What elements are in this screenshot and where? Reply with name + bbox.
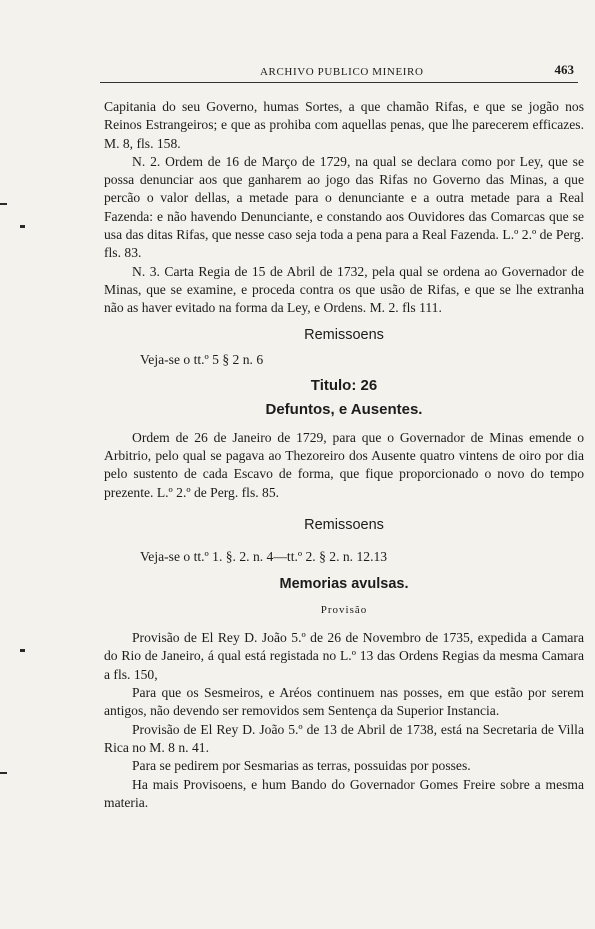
paragraph: Capitania do seu Governo, humas Sortes, a que chamão Rifas, e que se jogão nos Reinos Estrangeiros; e que as prohiba com aquellas penas, que lhe parecerem efficazes. M. 8, fls. 158. [104,99,584,151]
margin-mark [20,225,25,228]
paragraph: Ordem de 26 de Janeiro de 1729, para que o Governador de Minas emende o Arbitrio, pelo qual se pagava ao Thezoreiro dos Ausente quatro vintens de oiro por dia pelo sustento de cada Escavo de forma, que fique proporcionado o novo do tempo prezente. L.º 2.º de Perg. fls. 85. [104,429,584,500]
page-number: 463 [554,62,574,77]
paragraph: Provisão de El Rey D. João 5.º de 13 de Abril de 1738, está na Secretaria de Villa Rica no M. 8 n. 41. [104,721,584,755]
paragraph: Para se pedirem por Sesmarias as terras, possuidas por posses. [132,758,471,774]
paragraph: Provisão de El Rey D. João 5.º de 26 de Novembro de 1735, expedida a Camara do Rio de Janeiro, á qual está registada no L.º 13 das Ordens Regias da mesma Camara a fls. 150, [104,630,584,682]
header-rule [100,82,578,83]
titulo-heading: Titulo: 26 [310,377,378,395]
section-heading: Defuntos, e Ausentes. [265,401,423,419]
remissoens-heading: Remissoens [304,326,384,343]
memorias-heading: Memorias avulsas. [279,575,409,592]
margin-mark [0,203,7,205]
cross-reference: Veja-se o tt.º 5 § 2 n. 6 [140,351,264,367]
provisao-subheading: Provisão [320,603,368,616]
paragraph: N. 2. Ordem de 16 de Março de 1729, na qual se declara como por Ley, que se possa denunciar aos que ganharem ao jogo das Rifas no Governo das Minas, a que percão o valor dellas, a metade para o denunciante e a outra metade para a Real Fazenda: e não havendo Denunciante, e constando aos Ouvidores das Comarcas que se usa das ditas Rifas, que nesse caso seja toda a pena para a Real Fazenda. L.º 2.º de Perg. fls. 83. [104,153,584,261]
remissoens-heading: Remissoens [304,516,384,533]
margin-mark [20,649,25,652]
paragraph: N. 3. Carta Regia de 15 de Abril de 1732, pela qual se ordena ao Governador de Minas, que se examine, e proceda contra os que usão de Rifas, e que se lhe extranha não as haver evitado na forma da Ley, e Ordens. M. 2. fls 111. [104,263,584,316]
page-body [104,98,584,812]
page-header [100,62,578,84]
paragraph: Ha mais Provisoens, e hum Bando do Governador Gomes Freire sobre a mesma materia. [104,776,584,810]
running-head: ARCHIVO PUBLICO MINEIRO [260,66,424,78]
cross-reference: Veja-se o tt.º 1. §. 2. n. 4—tt.º 2. § 2. n. 12.13 [140,549,388,565]
margin-mark [0,772,7,774]
paragraph: Para que os Sesmeiros, e Aréos continuem nas posses, em que estão por serem antigos, não devendo ser removidos sem Sentença da Superior Instancia. [104,685,584,719]
